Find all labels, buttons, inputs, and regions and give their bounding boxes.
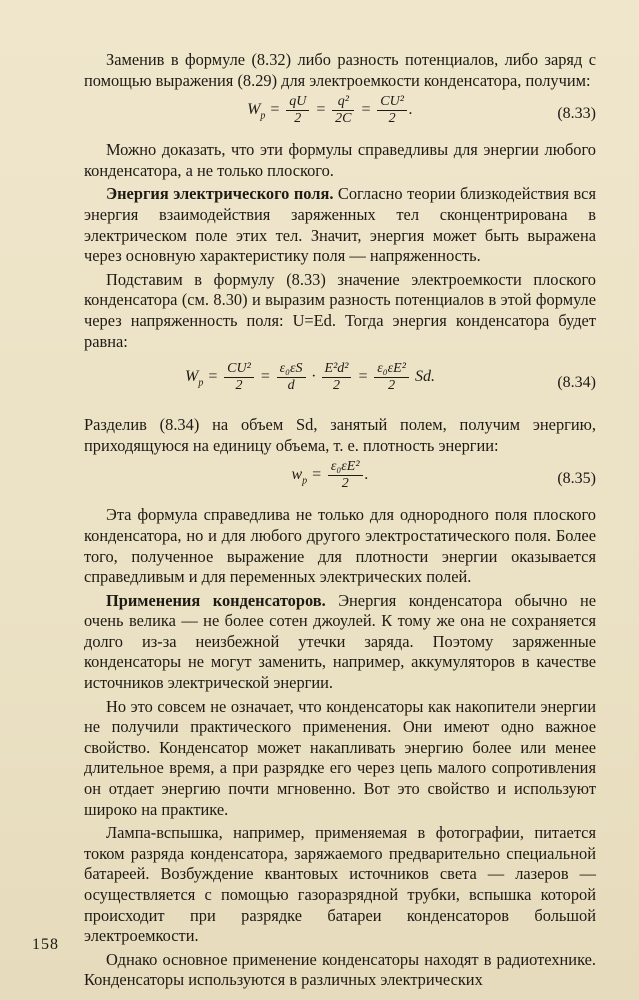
paragraph-8: Но это совсем не означает, что конденсаторы как накопители энергии не получили практического применения. Они имеют одно важное свойство. Конденсатор может накапливать энергию более или менее длительное время, а при разрядке его через цепь малого сопротивления он отдает энергию почти мгновенно. Вот это свойство и используют широко на практике. [84,696,596,819]
paragraph-5: Разделив (8.34) на объем Sd, занятый полем, получим энергию, приходящуюся на единицу объема, т. е. плотность энергии: [84,415,596,455]
paragraph-7: Применения конденсаторов. Энергия конденсатора обычно не очень велика — не более сотен джоулей. К тому же она не сохраняется долго из-за неизбежной утечки заряда. Поэтому заряженные конденсаторы не могут заменить, например, аккумуляторов в качестве источников электрической энергии. [84,590,596,693]
formula-8-35: $w_p$ = $\frac{\text{ε₀εE²}}{2}$ . (8.35) [291,459,596,492]
paragraph-9: Лампа-вспышка, например, применяемая в фотографии, питается током разряда конденсатора, заряжаемого предварительно специальной батареей. Возбуждение квантовых источников света — лазеров — осуществляется с помощью газоразрядной трубки, вспышка которой происходит при разрядке батареи конденсаторов большой электроемкости. [84,823,596,946]
paragraph-1: Заменив в формуле (8.32) либо разность потенциалов, либо заряд с помощью выражения (8.29) для электроемкости конденсатора, получим: [84,50,596,90]
paragraph-3: Энергия электрического поля. Согласно теории близкодействия вся энергия взаимодействия заряженных тел сконцентрирована в электрическом поле этих тел. Значит, энергия может быть выражена через основную характеристику поля — напряженность. [84,184,596,266]
paragraph-4: Подставим в формулу (8.33) значение электроемкости плоского конденсатора (см. 8.30) и выразим разность потенциалов в этой формуле через напряженность поля: U=Ed. Тогда энергия конденсатора будет равна: [84,269,596,351]
formula-8-34: $W_p$ = $\frac{\text{CU²}}{2}$ = $\frac{\text{ε₀εS}}{d}$ · $\frac{\text{E²d²}}{2}$ = $\frac{\text{ε₀εE²}}{2}$ Sd. (8.34) [185,361,596,394]
paragraph-10: Однако основное применение конденсаторы находят в радиотехнике. Конденсаторы используются в различных электрических [84,949,596,990]
section-heading-applications: Применения конденсаторов. [106,590,326,610]
equation-number: (8.35) [557,470,596,488]
formula-8-33: $W_p$ = $\frac{qU}{2}$ = $\frac{\text{q²}}{2C}$ = $\frac{\text{CU²}}{2}$ . (8.33) [247,94,596,127]
page-number: 158 [32,936,59,953]
section-heading-energy-field: Энергия электрического поля. [106,184,334,204]
page-text-block [84,50,596,994]
equation-number: (8.34) [557,374,596,392]
paragraph-2: Можно доказать, что эти формулы справедливы для энергии любого конденсатора, а не только плоского. [84,140,596,180]
paragraph-6: Эта формула справедлива не только для однородного поля плоского конденсатора, но и для любого другого электростатического поля. Более того, полученное выражение для плотности энергии оказывается справедливым и для переменных электрических полей. [84,505,596,587]
equation-number: (8.33) [557,105,596,123]
